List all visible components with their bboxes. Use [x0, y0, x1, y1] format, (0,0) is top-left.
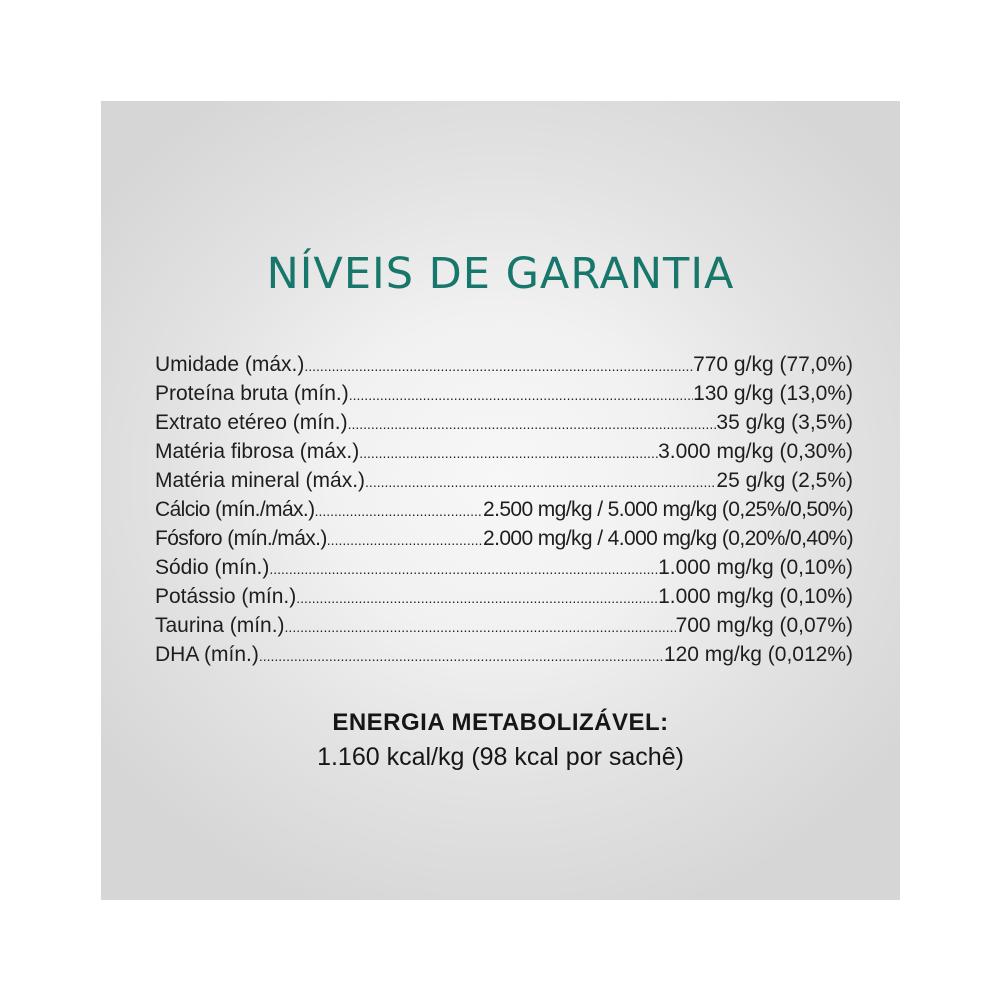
- row-value: 770 g/kg (77,0%): [693, 353, 853, 376]
- row-value: 1.000 mg/kg (0,10%): [658, 585, 853, 608]
- row-label: Matéria fibrosa (máx.): [155, 440, 360, 463]
- row-label: Proteína bruta (mín.): [155, 382, 349, 405]
- dot-leader: [285, 619, 676, 635]
- table-row: [155, 353, 853, 382]
- guarantee-levels-panel: [101, 101, 900, 900]
- row-label: Matéria mineral (máx.): [155, 469, 366, 492]
- table-row: [155, 498, 853, 527]
- dot-leader: [296, 590, 658, 606]
- table-row: [155, 527, 853, 556]
- row-value: 130 g/kg (13,0%): [693, 382, 853, 405]
- row-value: 120 mg/kg (0,012%): [663, 643, 853, 666]
- table-row: [155, 643, 853, 672]
- row-label: Umidade (máx.): [155, 353, 305, 376]
- page-title: NÍVEIS DE GARANTIA: [266, 249, 735, 299]
- row-label: Cálcio (mín./máx.): [155, 498, 315, 521]
- nutrition-table: [155, 353, 853, 672]
- row-value: 1.000 mg/kg (0,10%): [658, 556, 853, 579]
- table-row: [155, 556, 853, 585]
- table-row: [155, 469, 853, 498]
- energy-section: [101, 706, 900, 774]
- table-row: [155, 614, 853, 643]
- row-value: 25 g/kg (2,5%): [716, 469, 853, 492]
- row-label: Fósforo (mín./máx.): [155, 527, 327, 550]
- row-value: 700 mg/kg (0,07%): [675, 614, 853, 637]
- dot-leader: [269, 561, 658, 577]
- table-row: [155, 411, 853, 440]
- energy-heading: ENERGIA METABOLIZÁVEL:: [332, 709, 669, 736]
- table-row: [155, 440, 853, 469]
- row-label: Extrato etéreo (mín.): [155, 411, 348, 434]
- table-row: [155, 585, 853, 614]
- dot-leader: [349, 387, 693, 403]
- energy-value: 1.160 kcal/kg (98 kcal por sachê): [317, 743, 684, 771]
- dot-leader: [327, 532, 483, 548]
- dot-leader: [348, 416, 717, 432]
- row-value: 2.500 mg/kg / 5.000 mg/kg (0,25%/0,50%): [483, 498, 853, 521]
- row-value: 35 g/kg (3,5%): [716, 411, 853, 434]
- row-label: Potássio (mín.): [155, 585, 297, 608]
- dot-leader: [315, 503, 483, 519]
- table-row: [155, 382, 853, 411]
- row-value: 2.000 mg/kg / 4.000 mg/kg (0,20%/0,40%): [483, 527, 853, 550]
- row-label: Taurina (mín.): [155, 614, 285, 637]
- dot-leader: [304, 358, 693, 374]
- dot-leader: [259, 648, 664, 664]
- row-label: Sódio (mín.): [155, 556, 270, 579]
- row-label: DHA (mín.): [155, 643, 259, 666]
- row-value: 3.000 mg/kg (0,30%): [658, 440, 853, 463]
- dot-leader: [365, 474, 716, 490]
- dot-leader: [359, 445, 658, 461]
